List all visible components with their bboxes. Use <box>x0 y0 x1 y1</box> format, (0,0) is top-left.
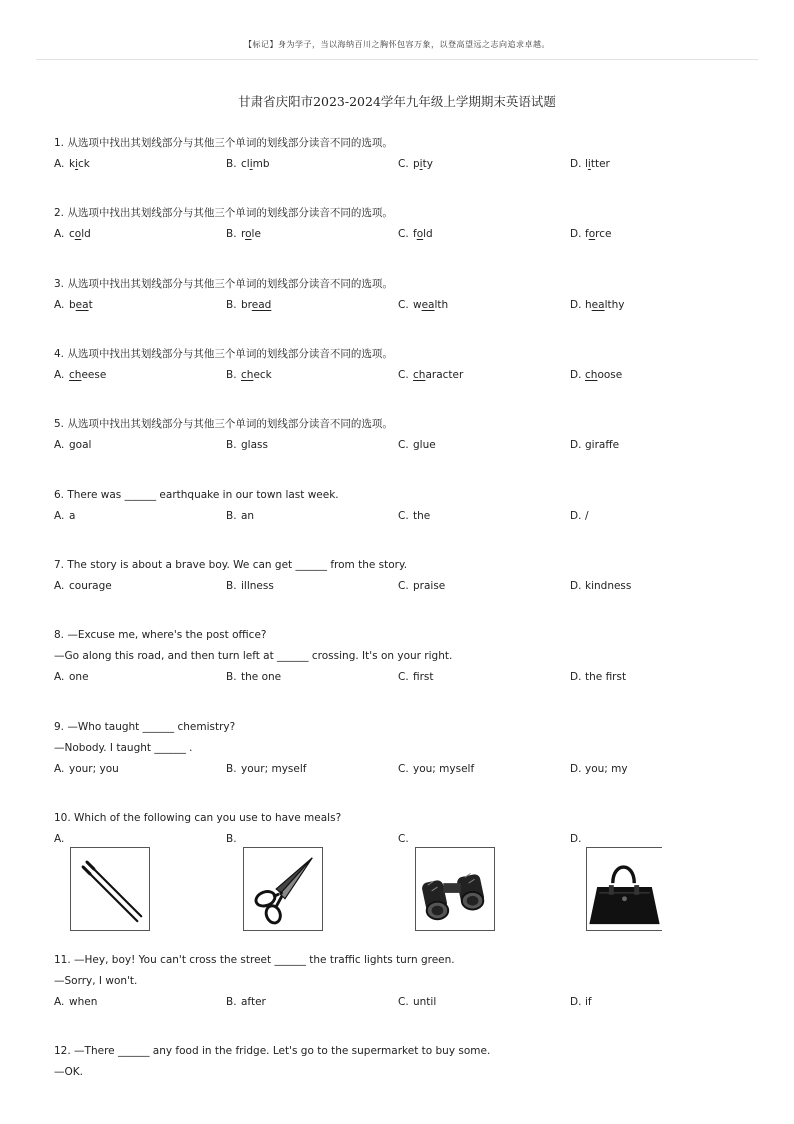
question-stem-line2: —OK. <box>54 1066 83 1078</box>
options-row <box>54 667 754 688</box>
option-b[interactable]: B. the one <box>226 671 282 683</box>
question-3 <box>54 274 754 316</box>
option-c[interactable]: C. character <box>398 369 464 381</box>
option-c[interactable]: C. you; myself <box>398 763 475 775</box>
option-d[interactable]: D. if <box>570 996 592 1008</box>
question-stem-line2: —Go along this road, and then turn left at ______ crossing. It's on your right. <box>54 650 453 662</box>
question-stem: 7. The story is about a brave boy. We can get ______ from the story. <box>54 559 408 571</box>
binoculars-icon <box>416 848 494 930</box>
question-stem: 4. 从选项中找出其划线部分与其他三个单词的划线部分读音不同的选项。 <box>54 348 393 360</box>
question-stem-line2: —Sorry, I won't. <box>54 975 138 987</box>
question-stem: 8. —Excuse me, where's the post office? <box>54 629 267 641</box>
question-stem: 3. 从选项中找出其划线部分与其他三个单词的划线部分读音不同的选项。 <box>54 278 393 290</box>
question-stem: 5. 从选项中找出其划线部分与其他三个单词的划线部分读音不同的选项。 <box>54 418 393 430</box>
option-d[interactable]: D. you; my <box>570 763 628 775</box>
option-c[interactable]: C. the <box>398 510 431 522</box>
option-d[interactable]: D. healthy <box>570 299 625 311</box>
option-d[interactable]: D. choose <box>570 369 623 381</box>
option-a[interactable]: A. beat <box>54 299 93 311</box>
option-c[interactable]: C. fold <box>398 228 433 240</box>
question-8 <box>54 625 754 688</box>
option-b[interactable]: B. climb <box>226 158 270 170</box>
option-c-image[interactable] <box>415 847 495 931</box>
scissors-icon <box>244 848 322 930</box>
options-row <box>54 295 754 316</box>
option-c[interactable]: C. pity <box>398 158 433 170</box>
option-a[interactable]: A. one <box>54 671 89 683</box>
option-d[interactable]: D. giraffe <box>570 439 620 451</box>
option-b[interactable]: B. bread <box>226 299 272 311</box>
option-a[interactable]: A. when <box>54 996 98 1008</box>
option-b[interactable]: B. glass <box>226 439 268 451</box>
question-1 <box>54 133 754 175</box>
option-a[interactable]: A. goal <box>54 439 92 451</box>
option-b[interactable]: B. your; myself <box>226 763 307 775</box>
option-a-image[interactable] <box>70 847 150 931</box>
question-11 <box>54 950 754 1013</box>
question-stem: 6. There was ______ earthquake in our town last week. <box>54 489 339 501</box>
options-row <box>54 759 754 780</box>
question-7 <box>54 555 754 597</box>
option-c[interactable]: C. glue <box>398 439 436 451</box>
question-4 <box>54 344 754 386</box>
option-a[interactable]: A. your; you <box>54 763 119 775</box>
option-d[interactable]: D. kindness <box>570 580 632 592</box>
question-12 <box>54 1041 754 1083</box>
option-a[interactable]: A. a <box>54 510 76 522</box>
header-divider <box>36 59 758 60</box>
option-d-image[interactable] <box>586 847 662 931</box>
question-stem: 9. —Who taught ______ chemistry? <box>54 721 236 733</box>
options-row <box>54 576 754 597</box>
option-c[interactable]: C. wealth <box>398 299 449 311</box>
options-row <box>54 154 754 175</box>
question-stem: 12. —There ______ any food in the fridge. Let's go to the supermarket to buy some. <box>54 1045 491 1057</box>
option-b[interactable]: B. role <box>226 228 261 240</box>
options-row <box>54 506 754 527</box>
option-b[interactable]: B. illness <box>226 580 274 592</box>
option-d[interactable]: D. the first <box>570 671 627 683</box>
options-row <box>54 992 754 1013</box>
option-a-label[interactable]: A. <box>54 833 65 845</box>
option-b-label[interactable]: B. <box>226 833 237 845</box>
options-row <box>54 829 754 929</box>
question-5 <box>54 414 754 456</box>
page-title: 甘肃省庆阳市2023-2024学年九年级上学期期末英语试题 <box>238 94 556 109</box>
option-c[interactable]: C. praise <box>398 580 446 592</box>
question-10 <box>54 808 754 920</box>
option-d[interactable]: D. / <box>570 510 589 522</box>
header-motto: 【标记】身为学子，当以海纳百川之胸怀包容万象，以登高望远之志向追求卓越。 <box>244 40 550 49</box>
option-c[interactable]: C. until <box>398 996 437 1008</box>
question-2 <box>54 203 754 245</box>
option-c-label[interactable]: C. <box>398 833 409 845</box>
option-a[interactable]: A. cheese <box>54 369 107 381</box>
option-b[interactable]: B. an <box>226 510 255 522</box>
question-stem: 1. 从选项中找出其划线部分与其他三个单词的划线部分读音不同的选项。 <box>54 137 393 149</box>
options-row <box>54 435 754 456</box>
options-row <box>54 224 754 245</box>
option-b[interactable]: B. check <box>226 369 272 381</box>
option-a[interactable]: A. cold <box>54 228 91 240</box>
option-b[interactable]: B. after <box>226 996 266 1008</box>
question-stem-line2: —Nobody. I taught ______ . <box>54 742 193 754</box>
question-9 <box>54 717 754 780</box>
option-d-label[interactable]: D. <box>570 833 582 845</box>
options-row <box>54 365 754 386</box>
question-6 <box>54 485 754 527</box>
handbag-icon <box>587 848 662 930</box>
question-stem: 10. Which of the following can you use to have meals? <box>54 812 342 824</box>
option-d[interactable]: D. force <box>570 228 612 240</box>
option-b-image[interactable] <box>243 847 323 931</box>
option-a[interactable]: A. kick <box>54 158 90 170</box>
option-a[interactable]: A. courage <box>54 580 112 592</box>
question-stem: 11. —Hey, boy! You can't cross the street ______ the traffic lights turn green. <box>54 954 455 966</box>
option-d[interactable]: D. litter <box>570 158 610 170</box>
question-stem: 2. 从选项中找出其划线部分与其他三个单词的划线部分读音不同的选项。 <box>54 207 393 219</box>
chopsticks-icon <box>71 848 149 930</box>
option-c[interactable]: C. first <box>398 671 434 683</box>
